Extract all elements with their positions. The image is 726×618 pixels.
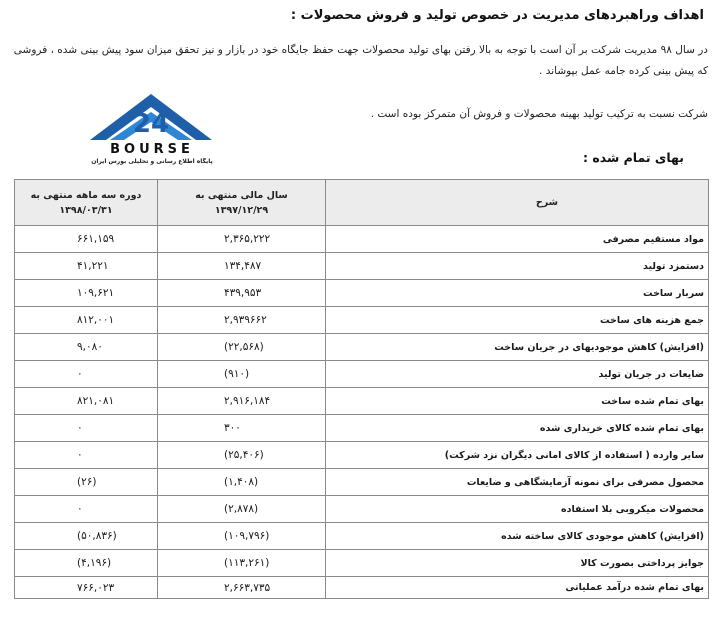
cell-description: (افزایش) کاهش موجودی کالای ساخته شده	[326, 523, 709, 550]
table-row	[15, 388, 709, 415]
cell-description: بهای تمام شده درآمد عملیاتی	[326, 577, 709, 599]
cell-current: (۲۲,۵۶۸)	[158, 334, 326, 361]
cell-current: (۱۰۹,۷۹۶)	[158, 523, 326, 550]
header-current-period	[158, 180, 326, 226]
cell-current: ۱۳۴,۴۸۷	[158, 253, 326, 280]
cell-current: (۹۱۰)	[158, 361, 326, 388]
cell-previous: ۴۱,۲۲۱	[15, 253, 158, 280]
section-title: بهای تمام شده :	[583, 150, 684, 165]
cell-description: دستمزد تولید	[326, 253, 709, 280]
table-row	[15, 496, 709, 523]
cost-of-goods-table	[14, 179, 709, 599]
cell-current: (۱۱۳,۲۶۱)	[158, 550, 326, 577]
cell-current: ۴۳۹,۹۵۳	[158, 280, 326, 307]
cell-previous: (۲۶)	[15, 469, 158, 496]
cell-current: ۲,۹۳۹۶۶۲	[158, 307, 326, 334]
cell-previous: ۷۶۶,۰۲۳	[15, 577, 158, 599]
cell-current: ۳۰۰	[158, 415, 326, 442]
table-row	[15, 523, 709, 550]
cell-current: (۲۵,۴۰۶)	[158, 442, 326, 469]
cell-description: جوایز پرداختی بصورت کالا	[326, 550, 709, 577]
cell-previous: ۰	[15, 415, 158, 442]
page-heading: اهداف وراهبردهای مدیریت در خصوص تولید و فروش محصولات :	[290, 8, 704, 23]
table-header-row	[15, 180, 709, 226]
bourse24-mark-icon	[72, 90, 230, 144]
cell-current: ۲,۹۱۶,۱۸۴	[158, 388, 326, 415]
cell-previous: ۰	[15, 361, 158, 388]
cell-current: ۲,۶۶۳,۷۳۵	[158, 577, 326, 599]
header-current-period-line1: سال مالی منتهی به	[195, 189, 288, 201]
cell-description: سربار ساخت	[326, 280, 709, 307]
header-current-period-line2: ۱۳۹۷/۱۲/۲۹	[214, 204, 269, 216]
cell-description: محصولات میکروبی بلا استفاده	[326, 496, 709, 523]
cell-previous: (۴,۱۹۶)	[15, 550, 158, 577]
logo-tagline: پایگاه اطلاع رسانی و تحلیلی بورس ایران	[91, 158, 213, 165]
cell-current: (۲,۸۷۸)	[158, 496, 326, 523]
table-row	[15, 307, 709, 334]
paragraph-sales-goal: در سال ۹۸ مدیریت شرکت بر آن است با توجه به بالا رفتن بهای تولید محصولات جهت حفظ جایگاه خود در بازار و نیز تحقق میزان سود پیش بینی شده ، فروشی که پیش بینی کرده جامه عمل بپوشاند .	[13, 44, 708, 77]
header-previous-period	[15, 180, 158, 226]
cell-description: بهای تمام شده کالای خریداری شده	[326, 415, 709, 442]
cell-previous: (۵۰,۸۳۶)	[15, 523, 158, 550]
table-row	[15, 469, 709, 496]
table-row	[15, 226, 709, 253]
logo-brand: BOURSE	[110, 142, 194, 157]
cell-description: سایر وارده ( استفاده از کالای امانی دیگران نزد شرکت)	[326, 442, 709, 469]
paragraph-production-mix: شرکت نسبت به ترکیب تولید بهینه محصولات و فروش آن متمرکز بوده است .	[370, 108, 708, 120]
cell-previous: ۰	[15, 442, 158, 469]
cell-previous: ۸۲۱,۰۸۱	[15, 388, 158, 415]
cell-description: مواد مستقیم مصرفی	[326, 226, 709, 253]
cell-previous: ۶۶۱,۱۵۹	[15, 226, 158, 253]
table-row	[15, 577, 709, 599]
cell-description: بهای تمام شده ساخت	[326, 388, 709, 415]
header-previous-period-line2: ۱۳۹۸/۰۳/۳۱	[59, 204, 113, 216]
table-row	[15, 253, 709, 280]
table-row	[15, 361, 709, 388]
header-description: شرح	[326, 180, 709, 226]
cell-previous: ۰	[15, 496, 158, 523]
table-row	[15, 334, 709, 361]
cell-previous: ۹,۰۸۰	[15, 334, 158, 361]
table-row	[15, 415, 709, 442]
table-row	[15, 442, 709, 469]
cell-description: جمع هزینه های ساخت	[326, 307, 709, 334]
bourse24-logo	[72, 90, 230, 170]
cell-current: (۱,۴۰۸)	[158, 469, 326, 496]
header-previous-period-line1: دوره سه ماهه منتهی به	[30, 189, 142, 201]
cell-previous: ۸۱۲,۰۰۱	[15, 307, 158, 334]
table-row	[15, 280, 709, 307]
logo-mark-text: 24	[132, 109, 170, 139]
cell-previous: ۱۰۹,۶۲۱	[15, 280, 158, 307]
cell-description: (افزایش) کاهش موجودیهای در جریان ساخت	[326, 334, 709, 361]
cell-current: ۲,۳۶۵,۲۲۲	[158, 226, 326, 253]
table-row	[15, 550, 709, 577]
cell-description: محصول مصرفی برای نمونه آزمایشگاهی و ضایعات	[326, 469, 709, 496]
cell-description: ضایعات در جریان تولید	[326, 361, 709, 388]
